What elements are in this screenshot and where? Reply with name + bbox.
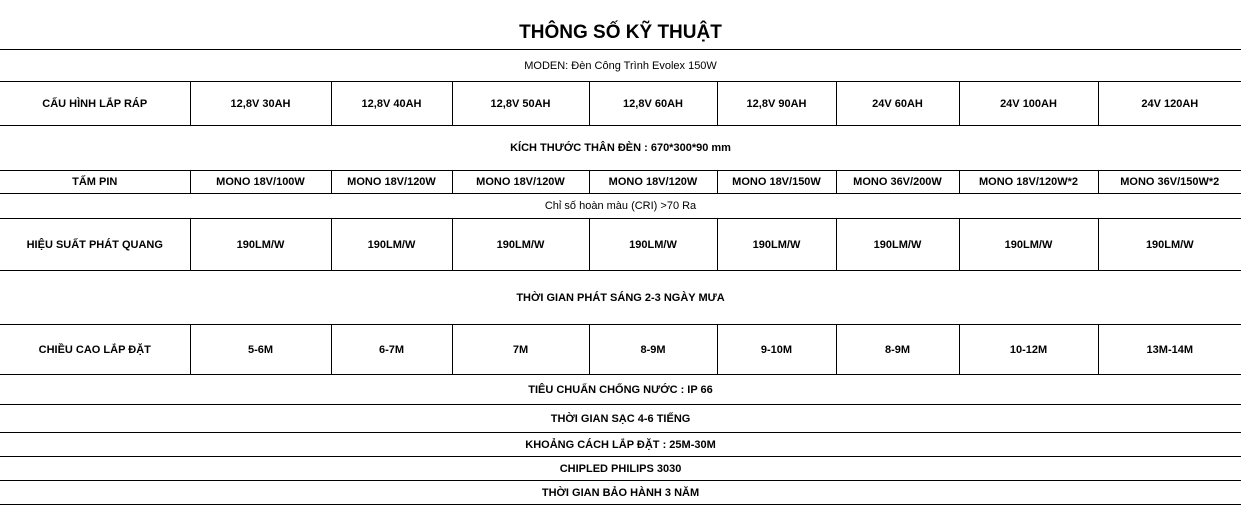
spec-banner-row (0, 126, 1241, 171)
spec-row (0, 82, 1241, 126)
spec-value-cell: 10-12M (959, 325, 1098, 375)
spec-banner-text: TIÊU CHUẨN CHỐNG NƯỚC : IP 66 (0, 375, 1241, 405)
spec-value-cell: 24V 120AH (1098, 82, 1241, 126)
spec-row-label: TẤM PIN (0, 171, 190, 194)
spec-row-label: CHIỀU CAO LẮP ĐẶT (0, 325, 190, 375)
spec-value-cell: 190LM/W (959, 219, 1098, 271)
spec-row (0, 219, 1241, 271)
spec-banner-text: KÍCH THƯỚC THÂN ĐÈN : 670*300*90 mm (0, 126, 1241, 171)
spec-banner-row (0, 405, 1241, 433)
spec-row (0, 325, 1241, 375)
spec-value-cell: 24V 60AH (836, 82, 959, 126)
spec-value-cell: MONO 18V/120W (452, 171, 589, 194)
spec-value-cell: 190LM/W (331, 219, 452, 271)
spec-value-cell: MONO 36V/150W*2 (1098, 171, 1241, 194)
spec-value-cell: 190LM/W (452, 219, 589, 271)
spec-value-cell: MONO 18V/120W (331, 171, 452, 194)
spec-banner-text: CHIPLED PHILIPS 3030 (0, 457, 1241, 481)
spec-banner-row (0, 481, 1241, 505)
spec-banner-row (0, 50, 1241, 82)
spec-value-cell: 5-6M (190, 325, 331, 375)
spec-banner-text: THỜI GIAN PHÁT SÁNG 2-3 NGÀY MƯA (0, 271, 1241, 325)
spec-banner-row (0, 271, 1241, 325)
spec-value-cell: 190LM/W (589, 219, 717, 271)
spec-value-cell: 8-9M (589, 325, 717, 375)
spec-banner-row (0, 457, 1241, 481)
spec-value-cell: MONO 18V/120W*2 (959, 171, 1098, 194)
spec-value-cell: 190LM/W (1098, 219, 1241, 271)
spec-value-cell: MONO 18V/150W (717, 171, 836, 194)
spec-table (0, 49, 1241, 505)
spec-banner-text: MODEN: Đèn Công Trình Evolex 150W (0, 50, 1241, 82)
spec-value-cell: MONO 18V/100W (190, 171, 331, 194)
spec-value-cell: 190LM/W (190, 219, 331, 271)
spec-value-cell: 7M (452, 325, 589, 375)
spec-value-cell: 12,8V 60AH (589, 82, 717, 126)
spec-row-label: HIỆU SUẤT PHÁT QUANG (0, 219, 190, 271)
spec-value-cell: 8-9M (836, 325, 959, 375)
spec-value-cell: MONO 36V/200W (836, 171, 959, 194)
spec-banner-row (0, 375, 1241, 405)
spec-row-label: CẤU HÌNH LẮP RÁP (0, 82, 190, 126)
spec-value-cell: 190LM/W (717, 219, 836, 271)
spec-value-cell: 12,8V 30AH (190, 82, 331, 126)
page-title: THÔNG SỐ KỸ THUẬT (519, 22, 722, 43)
spec-banner-text: THỜI GIAN SẠC 4-6 TIẾNG (0, 405, 1241, 433)
spec-value-cell: 13M-14M (1098, 325, 1241, 375)
spec-banner-row (0, 194, 1241, 219)
spec-value-cell: 24V 100AH (959, 82, 1098, 126)
spec-value-cell: MONO 18V/120W (589, 171, 717, 194)
spec-banner-text: Chỉ số hoàn màu (CRI) >70 Ra (0, 194, 1241, 219)
spec-banner-text: THỜI GIAN BẢO HÀNH 3 NĂM (0, 481, 1241, 505)
spec-row (0, 171, 1241, 194)
spec-value-cell: 9-10M (717, 325, 836, 375)
spec-value-cell: 12,8V 90AH (717, 82, 836, 126)
spec-banner-row (0, 433, 1241, 457)
spec-value-cell: 6-7M (331, 325, 452, 375)
spec-value-cell: 190LM/W (836, 219, 959, 271)
spec-value-cell: 12,8V 40AH (331, 82, 452, 126)
spec-value-cell: 12,8V 50AH (452, 82, 589, 126)
spec-banner-text: KHOẢNG CÁCH LẮP ĐẶT : 25M-30M (0, 433, 1241, 457)
